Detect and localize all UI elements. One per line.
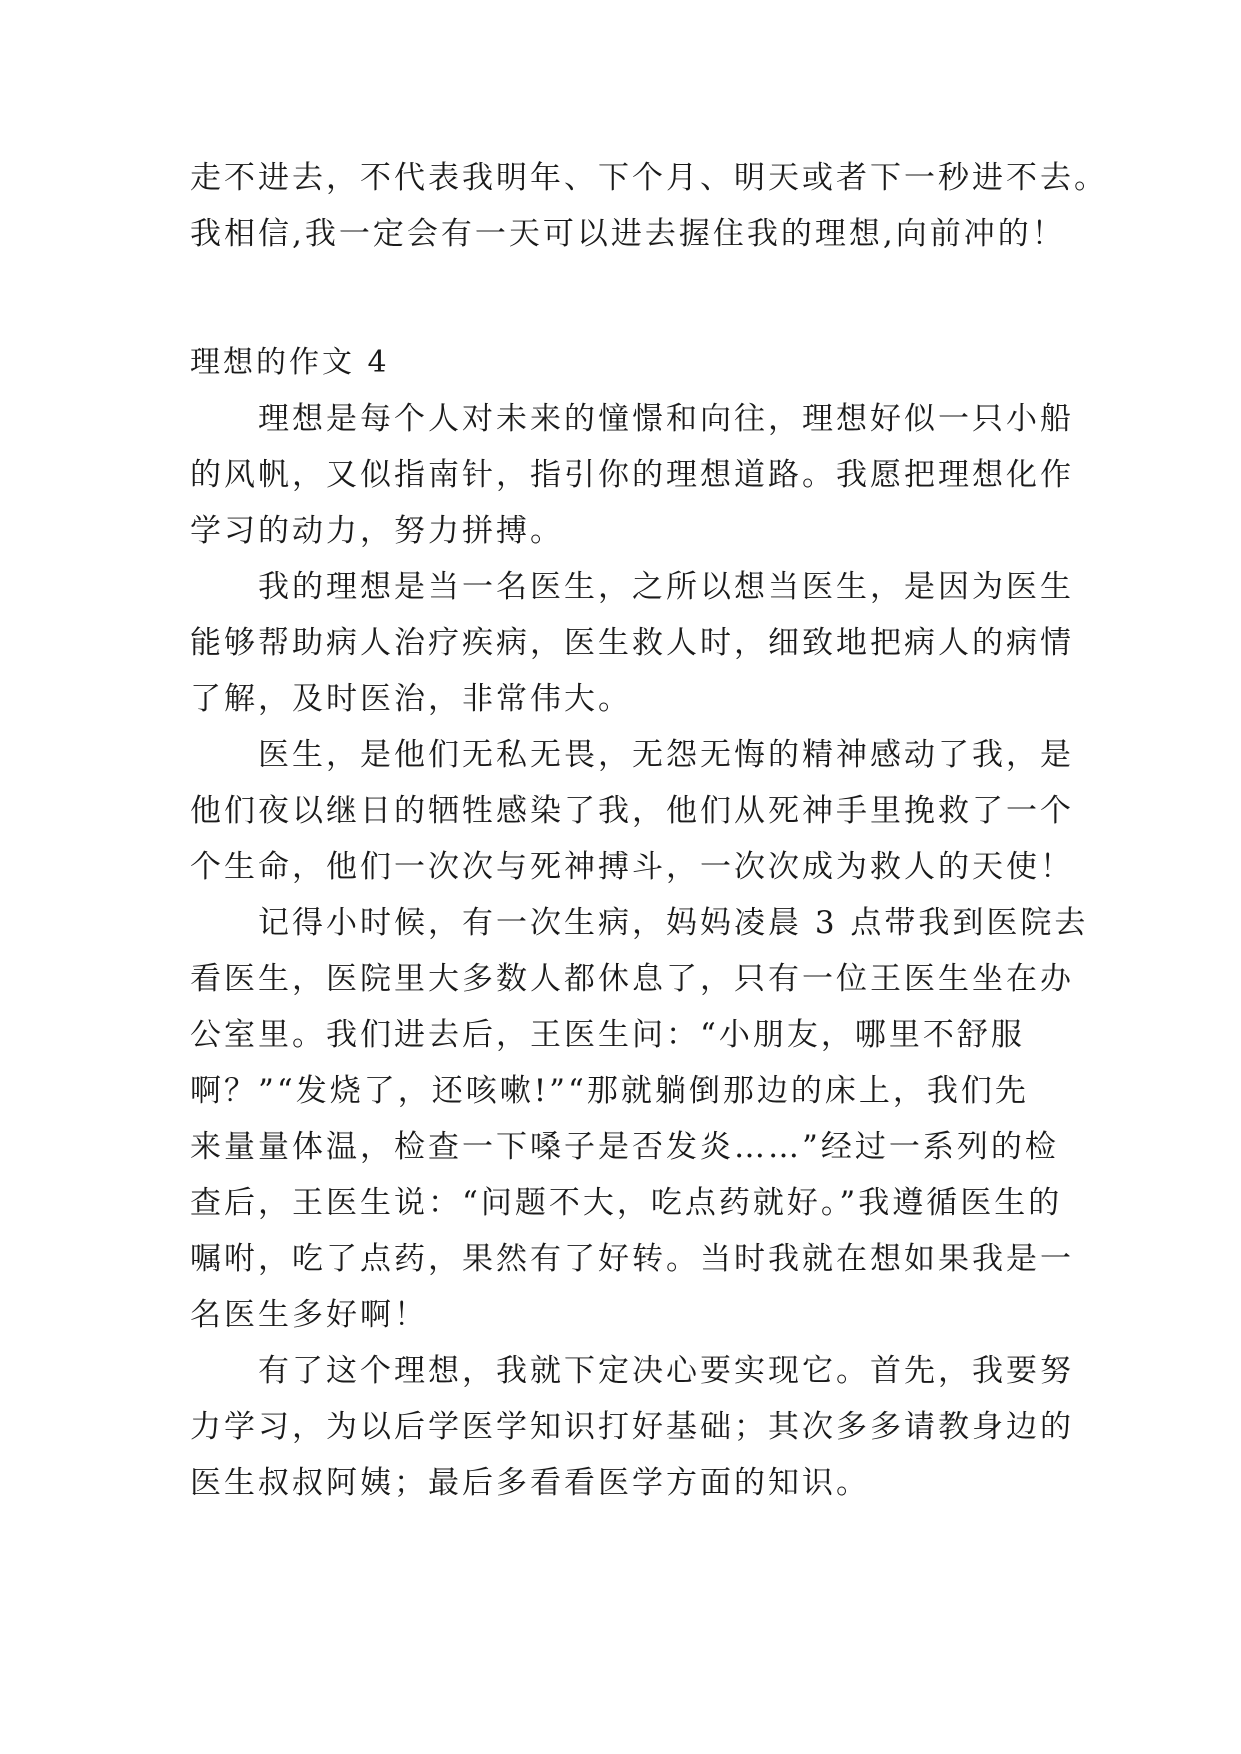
- intro-paragraph: [190, 150, 1108, 262]
- text-line: 的风帆，又似指南针，指引你的理想道路。我愿把理想化作: [190, 457, 1074, 493]
- text-line: 啊？”“发烧了，还咳嗽!”“那就躺倒那边的床上，我们先: [190, 1073, 1029, 1109]
- text-line: 查后，王医生说：“问题不大，吃点药就好。”我遵循医生的: [190, 1185, 1063, 1221]
- text-line: 医生叔叔阿姨；最后多看看医学方面的知识。: [190, 1465, 870, 1501]
- text-line: 有了这个理想，我就下定决心要实现它。首先，我要努: [258, 1353, 1074, 1389]
- text-line: 来量量体温，检查一下嗓子是否发炎……”经过一系列的检: [190, 1129, 1059, 1165]
- paragraph-4: [190, 895, 1089, 1343]
- paragraph-2: [190, 559, 1074, 727]
- text-line: 他们夜以继日的牺牲感染了我，他们从死神手里挽救了一个: [190, 793, 1074, 829]
- text-line: 理想是每个人对未来的憧憬和向往，理想好似一只小船: [258, 401, 1074, 437]
- text-line: 我的理想是当一名医生，之所以想当医生，是因为医生: [258, 569, 1074, 605]
- text-line: 看医生，医院里大多数人都休息了，只有一位王医生坐在办: [190, 961, 1074, 997]
- section-title: 理想的作文 4: [190, 345, 390, 380]
- paragraph-3: [190, 727, 1074, 895]
- text-line: 力学习，为以后学医学知识打好基础；其次多多请教身边的: [190, 1409, 1074, 1445]
- text-line: 学习的动力，努力拼搏。: [190, 513, 564, 549]
- text-line: 能够帮助病人治疗疾病，医生救人时，细致地把病人的病情: [190, 625, 1074, 661]
- text-line: 走不进去，不代表我明年、下个月、明天或者下一秒进不去。: [190, 160, 1108, 196]
- paragraph-5: [190, 1343, 1074, 1511]
- text-line: 嘱咐，吃了点药，果然有了好转。当时我就在想如果我是一: [190, 1241, 1074, 1277]
- essay-section: [190, 335, 1089, 1511]
- text-line: 医生，是他们无私无畏，无怨无悔的精神感动了我，是: [258, 737, 1074, 773]
- paragraph-1: [190, 391, 1074, 559]
- text-line: 个生命，他们一次次与死神搏斗，一次次成为救人的天使！: [190, 849, 1074, 885]
- text-line: 我相信,我一定会有一天可以进去握住我的理想,向前冲的！: [190, 216, 1066, 252]
- text-line: 公室里。我们进去后，王医生问：“小朋友，哪里不舒服: [190, 1017, 1025, 1053]
- text-line: 了解，及时医治，非常伟大。: [190, 681, 632, 717]
- text-line: 记得小时候，有一次生病，妈妈凌晨 3 点带我到医院去: [258, 905, 1089, 941]
- text-line: 名医生多好啊！: [190, 1297, 428, 1333]
